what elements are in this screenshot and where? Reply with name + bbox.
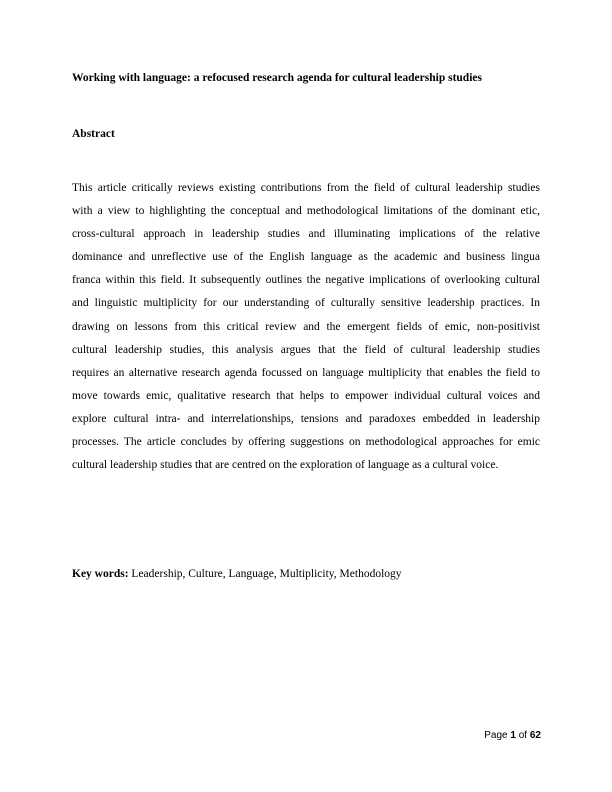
abstract-line: cross-cultural approach in leadership studies and illuminating implications of the relative [72, 228, 540, 241]
abstract-line: explore cultural intra- and interrelationships, tensions and paradoxes embedded in leadership [72, 412, 540, 425]
abstract-line: dominance and unreflective use of the English language as the academic and business lingua [72, 251, 540, 264]
paper-title: Working with language: a refocused research agenda for cultural leadership studies [72, 72, 482, 84]
keywords [72, 566, 402, 582]
page-footer [484, 729, 541, 743]
abstract-line: and linguistic multiplicity for our understanding of culturally sensitive leadership practices. In [72, 297, 540, 310]
keywords-label: Key words: [72, 568, 129, 580]
abstract-line: processes. The article concludes by offering suggestions on methodological approaches for emic [72, 436, 540, 449]
abstract-heading: Abstract [72, 128, 115, 140]
abstract-body [72, 177, 540, 477]
abstract-line: move towards emic, qualitative research that helps to empower individual cultural voices and [72, 389, 540, 402]
abstract-line: cultural leadership studies that are centred on the exploration of language as a cultural voice. [72, 459, 499, 472]
of-word: of [515, 730, 530, 741]
abstract-line: drawing on lessons from this critical review and the emergent fields of emic, non-positivist [72, 320, 540, 333]
abstract-line: requires an alternative research agenda focussed on language multiplicity that enables the field to [72, 366, 540, 379]
abstract-line: This article critically reviews existing contributions from the field of cultural leadership studies [72, 182, 540, 194]
abstract-line: franca within this field. It subsequently outlines the negative implications of overlooking cultural [72, 274, 540, 287]
keywords-list: Leadership, Culture, Language, Multiplicity, Methodology [128, 568, 402, 580]
page-word: Page [484, 730, 511, 741]
page-number: 1 [510, 730, 516, 741]
total-pages: 62 [529, 730, 541, 741]
abstract-line: cultural leadership studies, this analysis argues that the field of cultural leadership studies [72, 343, 540, 356]
abstract-line: with a view to highlighting the conceptual and methodological limitations of the dominant etic, [72, 205, 540, 218]
